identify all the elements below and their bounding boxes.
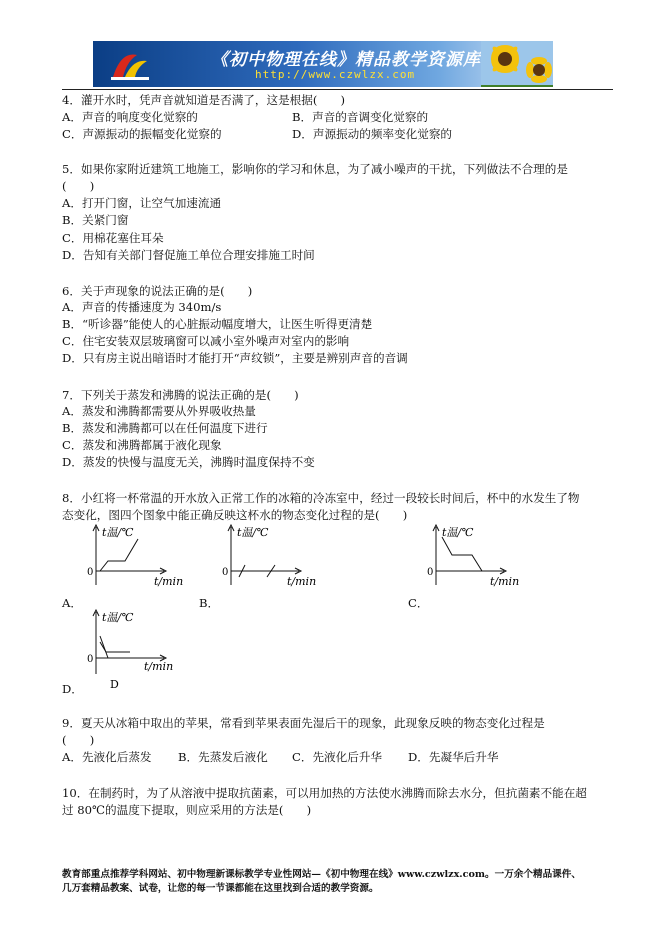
q5-option-a: A．打开门窗，让空气加速流通 (62, 196, 222, 210)
q8-graph-c-origin: 0 (427, 567, 434, 578)
q6-option-a: A．声音的传播速度为 340m/s (62, 300, 222, 314)
q8-option-b: B． (199, 596, 220, 610)
q8-graph-a (80, 523, 190, 595)
q8-graph-d-origin: 0 (87, 654, 94, 665)
footer-line2: 几万套精品教案、试卷，让您的每一节课都能在这里找到合适的教学资源。 (62, 883, 379, 894)
site-logo-icon (107, 47, 153, 83)
q8-graph-d-xlabel: t/min (144, 660, 174, 673)
q5-option-b: B．关紧门窗 (62, 213, 129, 227)
q9-option-a: A．先液化后蒸发 (62, 750, 152, 764)
q4-option-c: C．声源振动的振幅变化觉察的 (62, 127, 222, 141)
header-divider (62, 89, 613, 90)
q8-graph-a-origin: 0 (87, 567, 94, 578)
q9-stem: 9．夏天从冰箱中取出的苹果，常看到苹果表面先湿后干的现象，此现象反映的物态变化过程是 (62, 716, 545, 730)
q7-option-d: D．蒸发的快慢与温度无关，沸腾时温度保持不变 (62, 455, 315, 469)
q8-stem-line2: 态变化，图四个图象中能正确反映这杯水的物态变化过程的是( ) (62, 508, 408, 522)
q8-graph-d-ylabel: t温/℃ (102, 611, 134, 624)
q8-graph-c (420, 523, 530, 595)
q8-graph-d (80, 608, 190, 694)
banner-title: 《初中物理在线》精品教学资源库 (211, 50, 481, 70)
q8-stem-line1: 8．小红将一杯常温的开水放入正常工作的冰箱的冷冻室中，经过一段较长时间后，杯中的水发生了物 (62, 491, 580, 505)
q9-option-b: B．先蒸发后液化 (178, 750, 268, 764)
q5-stem: 5．如果你家附近建筑工地施工，影响你的学习和休息，为了减小噪声的干扰，下列做法不合理的是 (62, 162, 568, 176)
q7-option-b: B．蒸发和沸腾都可以在任何温度下进行 (62, 421, 268, 435)
q8-graph-b-origin: 0 (222, 567, 229, 578)
q9-option-c: C．先液化后升华 (292, 750, 383, 764)
q4-option-a: A．声音的响度变化觉察的 (62, 110, 198, 124)
q8-graph-b-ylabel: t温/℃ (237, 526, 269, 539)
banner-url[interactable]: http://www.czwlzx.com (255, 68, 416, 81)
q8-option-d: D． (62, 682, 83, 696)
q8-graph-a-xlabel: t/min (154, 575, 184, 588)
sunflower-image (481, 41, 553, 87)
q4-option-b: B．声音的音调变化觉察的 (292, 110, 429, 124)
q10-stem-line2: 过 80℃的温度下提取，则应采用的方法是( ) (62, 803, 312, 817)
q7-stem: 7．下列关于蒸发和沸腾的说法正确的是( ) (62, 388, 299, 402)
q10-stem-line1: 10．在制药时，为了从溶液中提取抗菌素，可以用加热的方法使水沸腾而除去水分，但抗菌素不能在超 (62, 786, 587, 800)
q4-stem: 4．灌开水时，凭声音就知道是否满了，这是根据( ) (62, 93, 346, 107)
q5-option-c: C．用棉花塞住耳朵 (62, 231, 164, 245)
footer-line1: 教育部重点推荐学科网站、初中物理新课标教学专业性网站—《初中物理在线》www.czwlzx.com。一万余个精品课件、 (62, 869, 581, 880)
q6-option-c: C．住宅安装双层玻璃窗可以减小室外噪声对室内的影响 (62, 334, 350, 348)
q8-graph-d-inner-label: D (110, 678, 119, 690)
q6-stem: 6．关于声现象的说法正确的是( ) (62, 284, 253, 298)
q6-option-b: B．“听诊器”能使人的心脏振动幅度增大，让医生听得更清楚 (62, 317, 373, 331)
q8-graph-c-xlabel: t/min (490, 575, 520, 588)
q8-option-a: A． (62, 596, 82, 610)
q7-option-c: C．蒸发和沸腾都属于液化现象 (62, 438, 222, 452)
q4-option-d: D．声源振动的频率变化觉察的 (292, 127, 453, 141)
q8-graph-b-xlabel: t/min (287, 575, 317, 588)
q5-paren: ( ) (62, 179, 95, 193)
q8-graph-a-ylabel: t温/℃ (102, 526, 134, 539)
header-banner (93, 41, 553, 87)
q5-option-d: D．告知有关部门督促施工单位合理安排施工时间 (62, 248, 315, 262)
q8-option-c: C． (408, 596, 429, 610)
q8-graph-b (215, 523, 325, 595)
q9-paren: ( ) (62, 733, 95, 747)
q6-option-d: D．只有房主说出暗语时才能打开“声纹锁”，主要是辨别声音的音调 (62, 351, 408, 365)
q7-option-a: A．蒸发和沸腾都需要从外界吸收热量 (62, 404, 256, 418)
q8-graph-c-ylabel: t温/℃ (442, 526, 474, 539)
q9-option-d: D．先凝华后升华 (408, 750, 499, 764)
